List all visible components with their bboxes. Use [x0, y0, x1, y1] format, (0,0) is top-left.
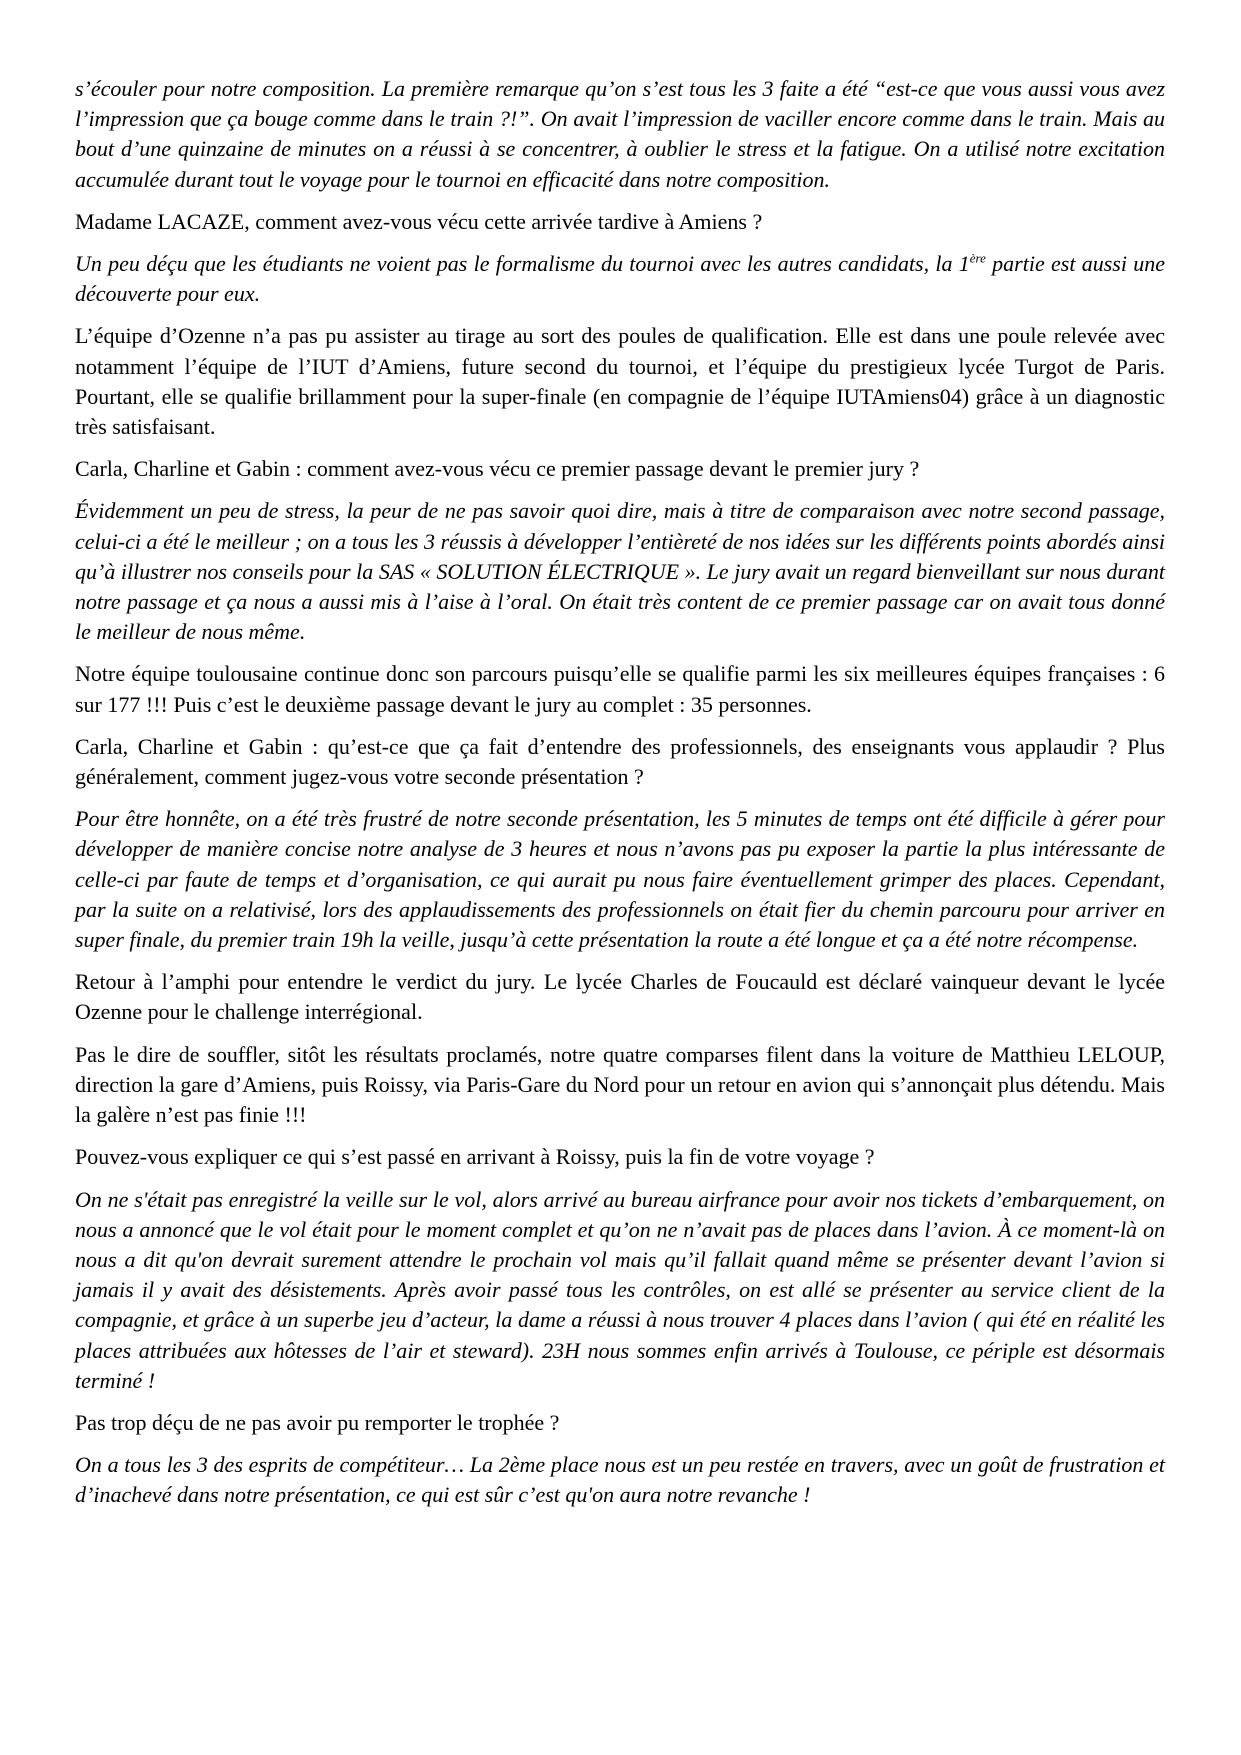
question-paragraph: Carla, Charline et Gabin : comment avez-vous vécu ce premier passage devant le premier jury ? — [75, 456, 920, 482]
answer-paragraph — [75, 249, 1165, 309]
answer-paragraph: On ne s'était pas enregistré la veille sur le vol, alors arrivé au bureau airfrance pour avoir nos tickets d’embarquement, on nous a annoncé que le vol était pour le moment complet et qu’on ne n’avait pas de places dans l’avion. À ce moment-là on nous a dit qu'on devrait surement attendre le prochain vol mais qu’il fallait quand même se présenter devant l’avion si jamais il y avait des désistements. Après avoir passé tous les contrôles, on est allé se présenter au service client de la compagnie, et grâce à un superbe jeu d’acteur, la dame a réussi à nous trouver 4 places dans l’avion ( qui été en réalité les places attribuées aux hôtesses de l’air et steward). 23H nous sommes enfin arrivés à Toulouse, ce périple est désormais terminé ! — [75, 1186, 1165, 1393]
question-paragraph: Pouvez-vous expliquer ce qui s’est passé en arrivant à Roissy, puis la fin de votre voyage ? — [75, 1144, 875, 1170]
answer-paragraph: s’écouler pour notre composition. La première remarque qu’on s’est tous les 3 faite a été “est-ce que vous aussi vous avez l’impression que ça bouge comme dans le train ?!”. On avait l’impression de vaciller encore comme dans le train. Mais au bout d’une quinzaine de minutes on a réussi à se concentrer, à oublier le stress et la fatigue. On a utilisé notre excitation accumulée durant tout le voyage pour le tournoi en efficacité dans notre composition. — [75, 76, 1165, 192]
superscript-ordinal: ère — [969, 250, 986, 266]
question-paragraph: Madame LACAZE, comment avez-vous vécu cette arrivée tardive à Amiens ? — [75, 208, 763, 234]
narrative-paragraph: Pas le dire de souffler, sitôt les résultats proclamés, notre quatre comparses filent dans la voiture de Matthieu LELOUP, direction la gare d’Amiens, puis Roissy, via Paris-Gare du Nord pour un retour en avion qui s’annonçait plus détendu. Mais la galère n’est pas finie !!! — [75, 1041, 1165, 1128]
narrative-paragraph: Retour à l’amphi pour entendre le verdict du jury. Le lycée Charles de Foucauld est déclaré vainqueur devant le lycée Ozenne pour le challenge interrégional. — [75, 969, 1165, 1025]
answer-paragraph: On a tous les 3 des esprits de compétiteur… La 2ème place nous est un peu restée en travers, avec un goût de frustration et d’inachevé dans notre présentation, ce qui est sûr c’est qu'on aura notre revanche ! — [75, 1452, 1165, 1508]
narrative-paragraph: Notre équipe toulousaine continue donc son parcours puisqu’elle se qualifie parmi les six meilleures équipes françaises : 6 sur 177 !!! Puis c’est le deuxième passage devant le jury au complet : 35 personnes. — [75, 661, 1165, 717]
question-paragraph: Pas trop déçu de ne pas avoir pu remporter le trophée ? — [75, 1409, 560, 1435]
document-page — [75, 74, 1165, 1523]
answer-text: Un peu déçu que les étudiants ne voient pas le formalisme du tournoi avec les autres candidats, la 1 — [75, 251, 970, 277]
narrative-paragraph: L’équipe d’Ozenne n’a pas pu assister au tirage au sort des poules de qualification. Elle est dans une poule relevée avec notamment l’équipe de l’IUT d’Amiens, future second du tournoi, et l’équipe du prestigieux lycée Turgot de Paris. Pourtant, elle se qualifie brillamment pour la super-finale (en compagnie de l’équipe IUTAmiens04) grâce à un diagnostic très satisfaisant. — [75, 323, 1165, 440]
answer-text: partie est aussi une découverte pour eux. — [75, 251, 1165, 307]
question-paragraph: Carla, Charline et Gabin : qu’est-ce que ça fait d’entendre des professionnels, des enseignants vous applaudir ? Plus généralement, comment jugez-vous votre seconde présentation ? — [75, 733, 1165, 790]
answer-paragraph: Évidemment un peu de stress, la peur de ne pas savoir quoi dire, mais à titre de comparaison avec notre second passage, celui-ci a été le meilleur ; on a tous les 3 réussis à développer l’entièreté de nos idées sur les différents points abordés ainsi qu’à illustrer nos conseils pour la SAS « SOLUTION ÉLECTRIQUE ». Le jury avait un regard bienveillant sur nous durant notre passage et ça nous a aussi mis à l’aise à l’oral. On était très content de ce premier passage car on avait tous donné le meilleur de nous même. — [75, 498, 1165, 645]
answer-paragraph: Pour être honnête, on a été très frustré de notre seconde présentation, les 5 minutes de temps ont été difficile à gérer pour développer de manière concise notre analyse de 3 heures et nous n’avons pas pu exposer la partie la plus intéressante de celle-ci par faute de temps et d’organisation, ce qui aurait pu nous faire éventuellement grimper des places. Cependant, par la suite on a relativisé, lors des applaudissements des professionnels on était fier du chemin parcouru pour arriver en super finale, du premier train 19h la veille, jusqu’à cette présentation la route a été longue et ça a été notre récompense. — [75, 806, 1165, 953]
